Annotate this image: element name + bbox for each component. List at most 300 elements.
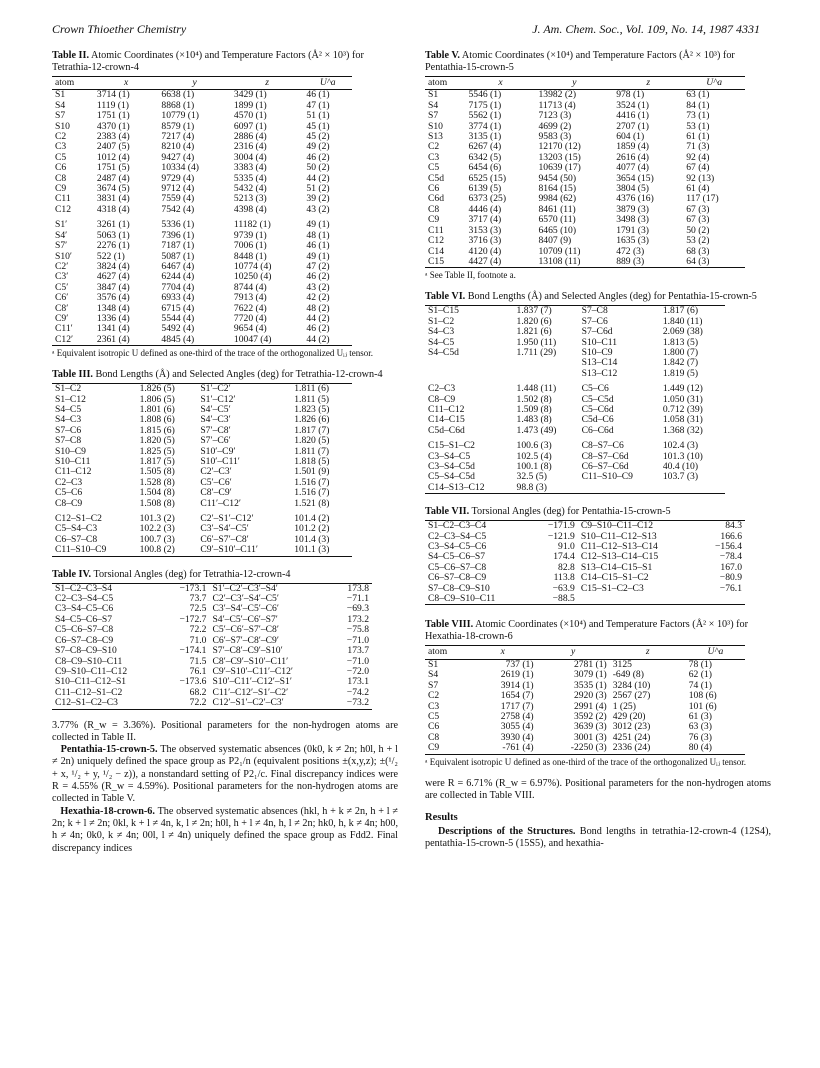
table-cell: 10334 (4) [161,162,199,174]
table-cell: S13 [428,131,443,143]
table-cell: S1 [55,89,66,101]
table-cell: C6 [428,721,440,733]
table-cell: C2 [55,131,67,143]
table-cell: 3125 [612,658,632,670]
table-cell: 7396 (1) [161,229,195,241]
table-cell: 3930 (4) [500,731,534,743]
table-cell: −88.5 [552,593,575,605]
table-cell: 46 (2) [306,151,330,163]
table-cell: 5562 (1) [468,110,502,122]
table-cell: 61 (4) [686,183,710,195]
table-cell: 46 (1) [306,89,330,101]
table7-caption: Table VII. Torsional Angles (deg) for Pentathia-15-crown-5 [425,506,671,518]
table-cell: 78 (1) [688,658,712,670]
table-cell: 1.811 (5) [294,393,330,405]
table-cell: C5–C6d [581,403,614,415]
table-cell: S7–C8 [55,435,82,447]
table-row [52,499,352,509]
table-cell: 13982 (2) [538,89,577,101]
table-cell: 3055 (4) [500,721,534,733]
table-cell: 604 (1) [616,131,645,143]
table-cell: 67 (3) [686,203,710,215]
table-cell: C6–S7–C8–C9 [55,634,114,646]
table-cell: 5546 (1) [468,89,502,101]
column-header: z [613,77,683,90]
table-cell: 1.509 (8) [516,403,552,415]
table-cell: −71.1 [346,593,369,605]
table-cell: 1.504 (8) [139,487,175,499]
table-cell: C8–C9–S10–C11 [55,655,123,667]
table-cell: 61 (3) [688,710,712,722]
table-cell: 166.6 [720,530,742,542]
table-cell: C3 [55,141,67,153]
table5-footnote: ᵃ See Table II, footnote a. [425,270,516,281]
table-cell: 6715 (4) [161,302,195,314]
table-cell: C8 [428,731,440,743]
table-cell: 7704 (4) [161,281,195,293]
table-cell: 1.840 (11) [662,315,703,327]
table-cell: 4627 (4) [96,271,130,283]
table-cell: S10 [55,120,70,132]
table-cell: 1.818 (5) [294,456,330,467]
table-cell: 1.521 (8) [294,497,330,509]
body-paragraph-5: Descriptions of the Structures. Bond lengths in tetrathia-12-crown-4 (12S4), pentathia-15-crown-5 (15S5), and hexathia- [425,826,772,850]
table-cell: 1654 (7) [500,690,534,702]
table-cell: −76.1 [719,582,742,594]
table-cell: S4 [428,99,439,111]
table-cell: C5–C6 [55,487,83,499]
table-cell: C12′ [55,333,74,345]
table-cell: 101.4 (2) [294,513,330,525]
table-cell: C9′–S10′–C11′–C12′ [212,665,293,677]
table-cell: 5063 (1) [96,229,130,241]
table-cell: 2336 (24) [612,742,651,754]
table-cell: 2991 (4) [573,700,607,712]
table-cell: 1348 (4) [96,302,130,314]
table-cell: S1–C2 [55,383,82,395]
table-cell: 10639 (17) [538,162,581,174]
table7 [425,520,745,605]
table-cell: C2–C3 [55,476,83,488]
table-cell: 1.826 (5) [139,383,175,395]
table-cell: 1336 (4) [96,312,130,324]
table-cell: 3004 (4) [233,151,267,163]
table2-caption: Table II. Atomic Coordinates (×10⁴) and Temperature Factors (Å² × 10³) for Tetrathia-12-crown-4 [52,50,364,73]
table-cell: S13–C12 [581,367,618,379]
table-cell: C8–S7–C6 [581,440,624,452]
table5-caption: Table V. Atomic Coordinates (×10⁴) and Temperature Factors (Å² × 10³) for Pentathia-15-crown-5 [425,50,735,73]
table-cell: 1717 (7) [500,700,534,712]
table-cell: 45 (1) [306,120,330,132]
table-cell: 3535 (1) [573,679,607,691]
table-cell: −173.6 [179,676,207,688]
table-cell: C8–C9–S10–C11 [428,593,496,605]
table-row [425,327,725,337]
table-cell: S7–C6 [55,424,82,436]
table-cell: 1.811 (6) [294,383,330,395]
table-cell: 4570 (1) [233,110,267,122]
table-cell: C5d–C6d [428,424,465,436]
table-cell: 1.826 (6) [294,414,330,426]
table-cell: 978 (1) [616,89,645,101]
table-cell: C5 [428,710,440,722]
table-cell: 2886 (4) [233,131,267,143]
table-cell: 53 (1) [686,120,710,132]
table-cell: 173.8 [347,582,369,594]
table-cell: S4–C5 [55,403,82,415]
table-cell: 5087 (1) [161,250,195,262]
table-cell: C2′–S1′–C12′ [200,513,254,525]
column-header: x [94,77,159,90]
table-cell: S7 [428,679,439,691]
table-cell: S4–C5 [428,336,455,348]
table-cell: C6d [428,193,444,205]
table-cell: S1′–C2′ [200,383,231,395]
table-cell: 43 (2) [306,203,330,215]
table-cell: 173.2 [347,613,369,625]
table-cell: S1 [428,658,439,670]
table-cell: 1.817 (5) [139,456,175,467]
table-cell: S7 [428,110,439,122]
table-cell: 64 (3) [686,255,710,267]
table-cell: C5 [55,151,67,163]
table-cell: 3714 (1) [96,89,130,101]
table-cell: C11–S10–C9 [55,544,107,556]
table-cell: 1.817 (6) [662,305,699,317]
table-cell: 8461 (11) [538,203,576,215]
table-cell: 1.811 (7) [294,445,330,457]
table-cell: C11 [428,224,444,236]
table-cell: 2383 (4) [96,131,130,143]
table-cell: S10′ [55,250,73,262]
table-cell: 3717 (4) [468,214,502,226]
table-cell: C14–S13–C12 [428,481,485,493]
table-cell: 6267 (4) [468,141,502,153]
table-cell: 3383 (4) [233,162,267,174]
table-cell: C12–S13–C14–C15 [580,551,659,563]
table-cell: 3498 (3) [616,214,649,226]
table-cell: C3 [428,700,440,712]
table-cell: 13108 (11) [538,255,581,267]
table-cell: 46 (2) [306,271,330,283]
table-cell: 7123 (3) [538,110,572,122]
table-cell: 1.820 (6) [516,315,552,327]
table-cell: 2361 (4) [96,333,130,345]
table-cell: C15–S1–C2–C3 [580,582,644,594]
table-cell: C9′ [55,312,69,324]
table-cell [425,369,514,379]
table-cell: 1.817 (7) [294,424,330,436]
table-cell: C6–S7–C8–C9 [428,572,487,584]
table-cell: S10–C11 [581,336,617,348]
table-cell: C15 [428,255,444,267]
table-cell: 0.712 (39) [662,403,703,415]
table-cell: 522 (1) [96,250,125,262]
table-cell: 74 (1) [688,679,712,691]
table-cell: 8210 (4) [161,141,195,153]
table-cell: 3774 (1) [468,120,502,132]
table-cell: 737 (1) [505,658,534,670]
table-cell: 3674 (5) [96,183,130,195]
table-cell: 3804 (5) [616,183,649,195]
table-cell: 5544 (4) [161,312,195,324]
table6 [425,305,725,494]
table-row [52,646,372,656]
table-cell: 4416 (1) [616,110,649,122]
table-cell: S4 [55,99,66,111]
table-cell: 84 (1) [686,99,710,111]
table-cell: C11–C12 [428,403,465,415]
table-cell: -761 (4) [502,742,534,754]
table-cell: C5–C6–S7–C8 [428,561,487,573]
table-cell: C2′ [55,260,69,272]
table-cell: C2 [428,141,440,153]
table-cell: 1.950 (11) [516,336,557,348]
table-cell: S1′ [55,219,68,231]
table-cell: C12′–S1′–C2′–C3′ [212,697,284,709]
table5 [425,76,745,268]
table-cell: 4845 (4) [161,333,195,345]
table-row [52,293,352,303]
table-cell: 3429 (1) [233,89,267,101]
table-cell: S7–C8 [581,305,608,317]
table-cell: 100.1 (8) [516,461,552,472]
table-cell: 61 (1) [686,131,710,143]
table-cell: 8868 (1) [161,99,195,111]
column-header: U^a [686,646,745,659]
table-cell: 47 (2) [306,260,330,272]
table-cell: S7′–C8′–C9′–S10′ [212,645,283,657]
table-cell: S1–C2–C3–S4 [55,582,113,594]
table-cell: 889 (3) [616,255,645,267]
table-cell: 1341 (4) [96,323,130,335]
table-cell: 101 (6) [688,700,717,712]
table-cell: 6373 (25) [468,193,507,205]
table-cell: 3639 (3) [573,721,607,733]
table-row [52,384,352,395]
table-cell: S10′–C11′ [200,456,240,467]
table-cell: 9654 (4) [233,323,267,335]
table-cell: −73.2 [346,697,369,709]
table-cell: C6′–S7′–C8′–C9′ [212,634,279,646]
table-cell: 39 (2) [306,193,330,205]
table-cell: S7′–C8′ [200,424,231,436]
table-cell: 1.483 (8) [516,414,552,426]
table-cell: 4120 (4) [468,245,502,257]
table-cell: 92 (4) [686,151,710,163]
table-row [425,369,725,379]
table-cell: 4446 (4) [468,203,502,215]
table-cell: 1.050 (31) [662,393,703,405]
body-paragraph-3: Hexathia-18-crown-6. The observed systematic absences (hkl, h + k ≠ 2n, h + l ≠ 2n; k + l ≠ 2n; 0kl, k + l ≠ 4n, k, l ≠ 2n; h0l, h + l ≠ 4n, h, l ≠ 2n; hk0, h, k ≠ 4n; h00, h ≠ 4n; 0k0, k ≠ 4n; 00l, l ≠ 4n) uniquely defined the space group as Fdd2. Final discrepancy indices [52,805,398,854]
table-cell: 40.4 (10) [662,461,699,472]
table-cell: C8–C9 [428,393,456,405]
table-row [425,257,745,268]
table-cell: 4376 (16) [616,193,654,205]
table-cell: 3261 (1) [96,219,130,231]
table-row [52,335,352,346]
table-cell: 63 (1) [686,89,710,101]
table-cell: S10–C11–C12–S1 [55,676,127,688]
column-header: y [535,77,613,90]
table-cell: −173.1 [179,582,207,594]
table-cell: S7′–C6′ [200,435,231,447]
table-cell: S1′–C2′–C3′–S4′ [212,582,278,594]
table-cell: 3592 (2) [573,710,607,722]
table-cell: 1.449 (12) [662,383,703,395]
table-cell: 1859 (4) [616,141,649,153]
table-cell: 73.7 [189,593,207,605]
table-cell: 5213 (3) [233,193,267,205]
table-cell: C3–S4–C5–C6 [55,603,114,615]
table-cell: 6570 (11) [538,214,576,226]
table-cell: C3′–S4′–C5′ [200,523,249,535]
table4-caption: Table IV. Torsional Angles (deg) for Tetrathia-12-crown-4 [52,568,291,580]
table-cell: 1.448 (11) [516,383,557,395]
column-header: x [469,646,537,659]
running-header-right: J. Am. Chem. Soc., Vol. 109, No. 14, 1987 4331 [532,22,760,36]
table-cell: 50 (2) [686,224,710,236]
table-cell: 71.5 [189,655,207,667]
table-cell: S7–C6d [581,326,613,338]
left-column [52,50,398,855]
table-cell: 12170 (12) [538,141,581,153]
table-cell: 4699 (2) [538,120,572,132]
table-cell: C8′–C9′–S10′–C11′ [212,655,289,667]
table-cell: 6465 (10) [538,224,577,236]
table-cell: 8744 (4) [233,281,267,293]
table-cell: 102.5 (4) [516,450,552,462]
table-cell: −71.0 [346,655,369,667]
table-cell: 91.0 [558,541,575,553]
table-cell: 1635 (3) [616,235,649,247]
section-heading-results: Results [425,812,458,824]
table-cell: 98.8 (3) [516,481,547,493]
table-cell: 102.4 (3) [662,440,699,452]
table-cell: C2–C3–S4–C5 [55,593,114,605]
table-cell: C9′–S10′–C11′ [200,544,258,556]
table-cell: 68.2 [189,686,207,698]
table-cell: 3135 (1) [468,131,502,143]
table-cell: 8579 (1) [161,120,195,132]
table-cell: -2250 (3) [570,742,607,754]
table-cell: 49 (1) [306,250,330,262]
table-cell: 6525 (15) [468,172,507,184]
table-cell: 51 (1) [306,110,330,122]
table-cell: C6–C6d [581,424,614,436]
table-cell: −172.7 [179,613,207,625]
table-cell: C5–S4–C3 [55,523,98,535]
table-cell: 1899 (1) [233,99,267,111]
table-cell: S10′–C11′–C12′–S1′ [212,676,292,688]
table-cell: S1 [428,89,439,101]
table-cell: 2616 (4) [616,151,649,163]
table-cell: C14 [428,245,444,257]
table-row [425,436,725,451]
table-cell: 42 (2) [306,292,330,304]
table-cell: C8 [428,203,440,215]
table-cell: −63.9 [552,582,575,594]
table-row [425,426,725,436]
table-cell: 8448 (1) [233,250,267,262]
table-cell: 3716 (3) [468,235,502,247]
table-cell: 2.069 (38) [662,326,703,338]
table-cell: 3524 (1) [616,99,649,111]
table-row [52,545,352,556]
table-cell: S1–C15 [428,305,459,317]
table-cell: 72.2 [189,624,207,636]
table-cell: 429 (20) [612,710,646,722]
table-cell: 7542 (4) [161,203,195,215]
table-cell: C8′ [55,302,69,314]
table-cell: C2–C3 [428,383,456,395]
table-cell: 82.8 [558,561,575,573]
table-cell: S4–C5–C6–S7 [55,613,113,625]
table-cell: 11713 (4) [538,99,576,111]
table-cell: C15–S1–C2 [428,440,475,452]
right-column [425,50,771,851]
table-cell: 1.800 (7) [662,346,699,358]
table-cell: 1.823 (5) [294,403,330,415]
body-paragraph-1: 3.77% (R_w = 3.36%). Positional parameters for the non-hydrogen atoms are collected in Table II. [52,719,398,743]
table-cell: C12–S1–C2 [55,513,102,525]
table-cell: 101.2 (2) [294,523,330,535]
table-cell: 1.058 (31) [662,414,703,426]
table-cell: -649 (8) [612,669,644,681]
table-cell: 7187 (1) [161,240,195,252]
table-cell: C6–S7–C8 [55,533,98,545]
table-cell: −71.0 [346,634,369,646]
table-cell: 1.516 (7) [294,487,330,499]
table-cell: C3′–S4′–C5′–C6′ [212,603,279,615]
table-cell: C11′ [55,323,73,335]
table2 [52,76,352,346]
table6-caption: Table VI. Bond Lengths (Å) and Selected Angles (deg) for Pentathia-15-crown-5 [425,291,757,303]
table-cell: S4–C5–C6–S7 [428,551,486,563]
table-cell: 6139 (5) [468,183,502,195]
table-cell: C2′–C3′–S4′–C5′ [212,593,279,605]
table4 [52,583,372,710]
table-cell: S7′ [55,240,68,252]
table-cell: S10–C11–C12–S13 [580,530,657,542]
table-cell: C6′ [55,292,69,304]
table-cell: 1.842 (7) [662,357,699,369]
table-cell: 7175 (1) [468,99,502,111]
table-cell: 3831 (4) [96,193,130,205]
column-header: z [231,77,304,90]
table-cell: C9 [55,183,67,195]
table-cell: S1′–C12′ [200,393,236,405]
table-cell: 9984 (62) [538,193,577,205]
table-cell: C6 [55,162,67,174]
column-header: y [537,646,610,659]
table-cell: C3–S4–C5d [428,461,475,472]
table-cell: 3012 (23) [612,721,651,733]
table-cell: 174.4 [553,551,575,563]
table-cell: 44 (2) [306,172,330,184]
table-cell: C6–S7–C6d [581,461,629,472]
table-cell: C9–S10–C11–C12 [580,520,653,532]
table-cell: 1751 (5) [96,162,130,174]
table-cell: S4′–C3′ [200,414,231,426]
table-cell: C11–S10–C9 [581,471,633,483]
table-row [425,594,745,605]
table-cell: 6638 (1) [161,89,195,101]
table-cell: 100.6 (3) [516,440,552,452]
table-cell: 76 (3) [688,731,712,743]
table-cell: 1 (25) [612,700,636,712]
table-cell: C12 [428,235,444,247]
